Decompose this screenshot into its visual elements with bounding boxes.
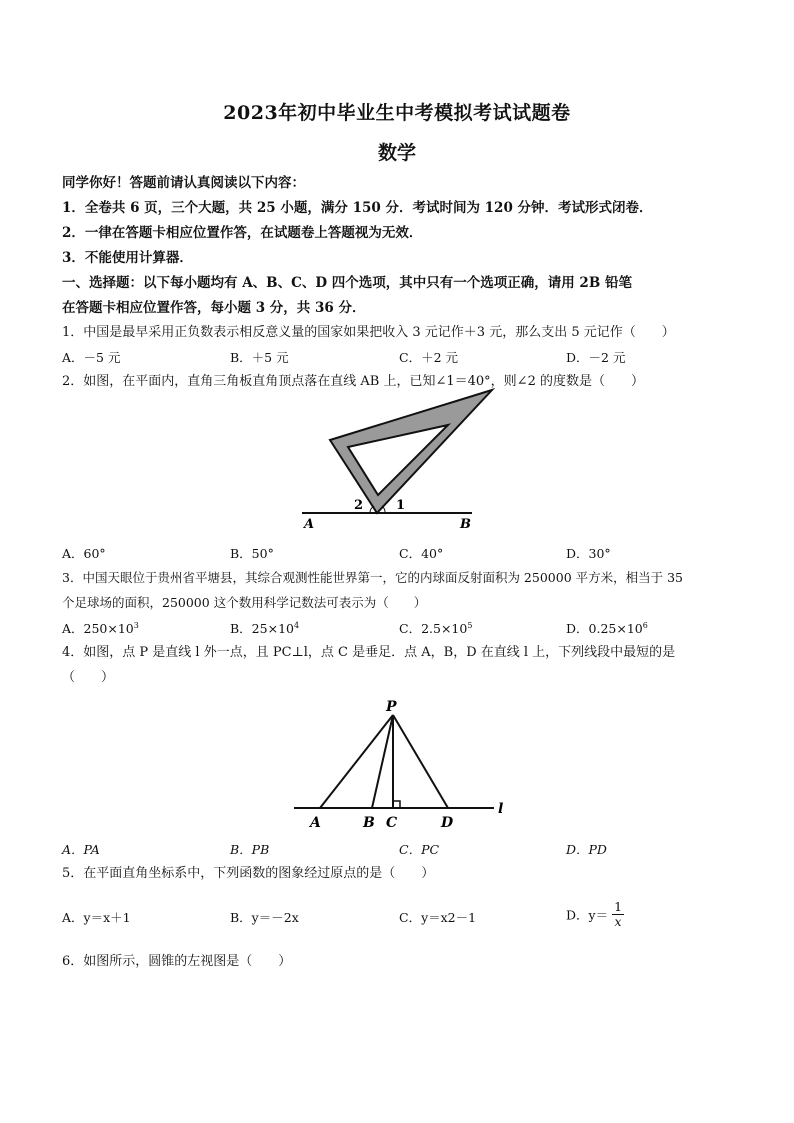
question-2-option-d: D．30° [566, 546, 611, 561]
question-3-option-d [566, 619, 648, 637]
angle-1-arc [382, 506, 385, 513]
question-1-stem: 1．中国是最早采用正负数表示相反意义量的国家如果把收入 3 元记作＋3 元，那么支出 5 元记作（ ） [62, 325, 675, 340]
question-3-options [62, 619, 742, 639]
question-6-stem: 6．如图所示，圆锥的左视图是（ ） [62, 954, 292, 969]
instructions-greeting: 同学你好！答题前请认真阅读以下内容： [62, 175, 305, 191]
question-1-options [62, 348, 742, 368]
fraction-numerator: 1 [614, 899, 623, 914]
question-3-stem-line1: 3．中国天眼位于贵州省平塘县，其综合观测性能世界第一，它的内球面反射面积为 250000 平方米，相当于 35 [62, 570, 683, 585]
subject-title: 数学 [377, 142, 416, 164]
question-3-option-b-base: B．25×10 [230, 621, 294, 636]
question-4-option-b: B．PB [230, 842, 270, 857]
question-5-option-a: A．y＝x＋1 [62, 910, 131, 925]
label-point-b: B [460, 517, 471, 532]
question-5-option-b: B．y＝－2x [230, 910, 299, 925]
instruction-item-3: 3．不能使用计算器． [62, 250, 193, 266]
question-1-option-a: A．－5 元 [62, 350, 121, 365]
question-4-stem-line1: 4．如图，点 P 是直线 l 外一点，且 PC⊥l，点 C 是垂足．点 A，B，D 在直线 l 上，下列线段中最短的是 [62, 645, 676, 660]
label-point-p: P [386, 699, 397, 715]
label-angle-1: 1 [396, 498, 406, 513]
question-5-option-d-prefix: D．y＝ [566, 907, 609, 923]
question-5-option-c: C．y＝x2－1 [399, 910, 477, 925]
question-2-option-b: B．50° [230, 546, 274, 561]
instruction-item-1: 1．全卷共 6 页，三个大题，共 25 小题，满分 150 分．考试时间为 120 分钟．考试形式闭卷． [62, 200, 653, 216]
perpendicular-line-figure [288, 695, 518, 835]
fraction-one-over-x [612, 900, 624, 929]
question-3-option-c [399, 619, 472, 637]
question-3-option-c-exponent: 5 [467, 620, 473, 630]
question-1-option-c: C．＋2 元 [399, 350, 458, 365]
question-3-option-c-base: C．2.5×10 [399, 621, 468, 636]
question-3-option-d-base: D．0.25×10 [566, 621, 643, 636]
question-3-option-b [230, 619, 299, 637]
label-angle-2: 2 [354, 498, 364, 513]
question-4-option-c: C．PC [399, 842, 440, 857]
triangle-ruler-figure [290, 385, 500, 535]
question-2-option-a: A．60° [62, 546, 106, 561]
page-title: 2023年初中毕业生中考模拟考试试题卷 [223, 102, 571, 124]
question-3-option-b-exponent: 4 [293, 620, 300, 630]
question-4-stem-line2: （ ） [62, 670, 115, 685]
segment-pd [393, 715, 448, 808]
question-3-option-a-exponent: 3 [133, 620, 139, 630]
question-4-option-a: A．PA [62, 842, 100, 857]
question-4-option-d: D．PD [566, 842, 607, 857]
question-5-option-d [566, 900, 624, 929]
question-5-options [62, 899, 742, 939]
fraction-denominator: x [614, 914, 622, 929]
question-4-options [62, 840, 742, 860]
question-1-option-b: B．＋5 元 [230, 350, 289, 365]
question-2-stem: 2．如图，在平面内，直角三角板直角顶点落在直线 AB 上，已知∠1＝40°，则∠2 的度数是（ ） [62, 374, 644, 389]
question-1-option-d: D．－2 元 [566, 350, 626, 365]
label-point-a: A [304, 517, 315, 532]
question-3-stem-line2: 个足球场的面积，250000 这个数用科学记数法可表示为（ ） [62, 595, 427, 610]
label-point-b: B [363, 815, 375, 831]
label-point-c: C [386, 815, 398, 831]
question-3-option-a-base: A．250×10 [62, 621, 134, 636]
question-2-option-c: C．40° [399, 546, 444, 561]
question-5-stem: 5．在平面直角坐标系中，下列函数的图象经过原点的是（ ） [62, 866, 435, 881]
section1-heading-line1: 一、选择题：以下每小题均有 A、B、C、D 四个选项，其中只有一个选项正确，请用 2B 铅笔 [62, 275, 632, 291]
section1-heading-line2: 在答题卡相应位置作答，每小题 3 分，共 36 分． [62, 300, 366, 316]
question-3-option-d-exponent: 6 [642, 620, 648, 630]
label-point-a: A [310, 815, 321, 831]
question-3-option-a [62, 619, 139, 637]
instruction-item-2: 2．一律在答题卡相应位置作答，在试题卷上答题视为无效． [62, 225, 423, 241]
right-angle-mark [393, 801, 400, 808]
label-line-l: l [498, 801, 504, 817]
label-point-d: D [441, 815, 454, 831]
question-2-options [62, 544, 742, 564]
